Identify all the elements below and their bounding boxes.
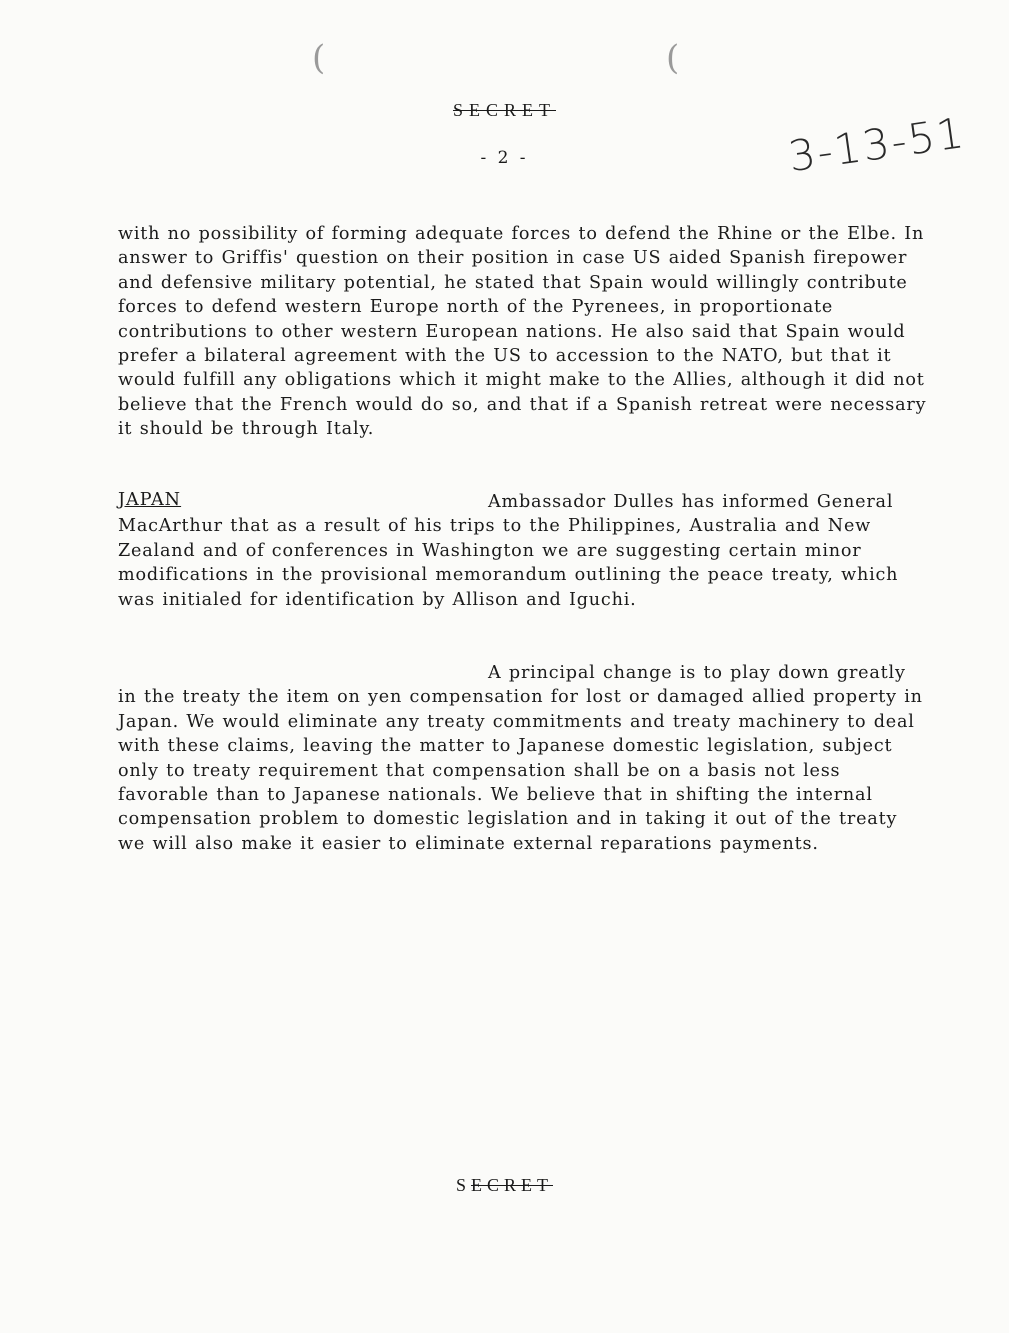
paragraph-japan-dulles: Ambassador Dulles has informed General MacArthur that as a result of his trips to the Philippines, Australia and New Zealand and of conferences in Washington we are suggesting certain minor modifications in the provisional memorandum outlining the peace treaty, which was initialed for identification by Allison and Iguchi. <box>118 492 899 610</box>
handwritten-date: 3-13-51 <box>785 107 969 182</box>
binder-mark-right: ( <box>666 38 680 78</box>
classification-header-text: SECRET <box>452 100 556 120</box>
classification-header <box>0 100 1009 121</box>
classification-footer <box>0 1175 1009 1196</box>
paragraph-spain: with no possibility of forming adequate forces to defend the Rhine or the Elbe. In answer to Griffis' question on their position in case US aided Spanish firepower and defensive military potential, he stated that Spain would willingly contribute forces to defend western Europe north of the Pyrenees, in proportionate contributions to other western European nations. He also said that Spain would prefer a bilateral agreement with the US to accession to the NATO, but that it would fulfill any obligations which it might make to the Allies, although it did not believe that the French would do so, and that if a Spanish retreat were necessary it should be through Italy. <box>118 224 927 440</box>
binder-mark-left: ( <box>312 38 326 78</box>
classification-footer-rest: ECRET <box>471 1175 553 1195</box>
page-number: - 2 - <box>480 148 529 168</box>
paragraph-japan-compensation: A principal change is to play down greatly in the treaty the item on yen compensation for lost or damaged allied property in Japan. We would eliminate any treaty commitments and treaty machinery to deal with these claims, leaving the matter to Japanese domestic legislation, subject only to treaty requirement that compensation shall be on a basis not less favorable than to Japanese nationals. We believe that in shifting the internal compensation problem to domestic legislation and in taking it out of the treaty we will also make it easier to eliminate external reparations payments. <box>118 663 923 854</box>
classification-footer-first-letter: S <box>455 1175 471 1195</box>
section-heading-japan: JAPAN <box>118 490 182 510</box>
